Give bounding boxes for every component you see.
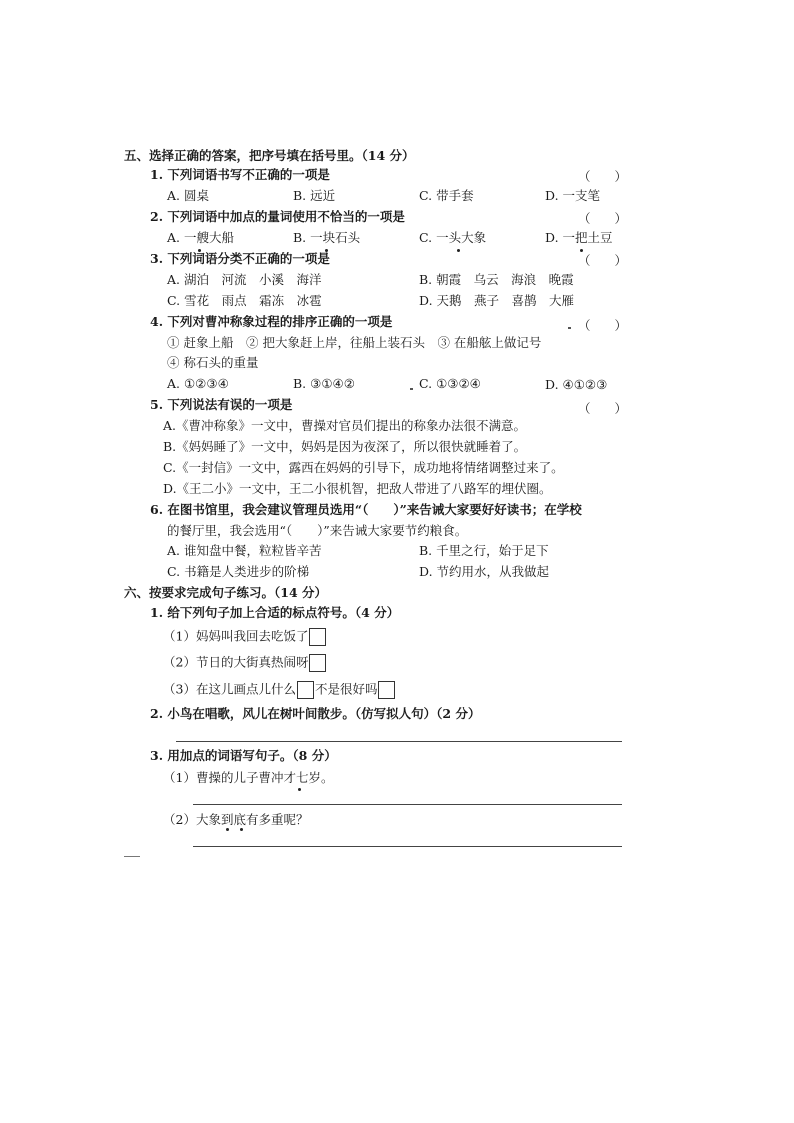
s6-q3-stem: 3. 用加点的词语写句子。（8 分） [150,748,337,763]
scan-speck [410,388,413,390]
s6-q1-sentence3 [163,681,396,699]
q6-stem-line1: 6. 在图书馆里，我会建议管理员选用“（ ）”来告诫大家要好好读书；在学校 [150,502,582,517]
s6-q3-sentence2: （2）大象到底有多重呢？ [163,812,309,827]
q3-option-a: A. 湖泊 河流 小溪 海洋 [167,272,322,287]
q3-answer-blank[interactable]: （ ） [578,253,637,268]
q2-stem: 2. 下列词语中加点的量词使用不恰当的一项是 [150,209,405,224]
q6-stem-line2: 的餐厅里，我会选用“（ ）”来告诫大家要节约粮食。 [167,523,468,538]
q1-stem: 1. 下列词语书写不正确的一项是 [150,167,330,182]
s6-q1-sentence3-text-b: 不是很好吗 [314,681,378,697]
q4-stem: 4. 下列对曹冲称象过程的排序正确的一项是 [150,314,393,329]
q5-option-c: C.《一封信》一文中，露西在妈妈的引导下，成功地将情绪调整过来了。 [163,460,564,475]
section-6-title: 六、按要求完成句子练习。（14 分） [124,585,327,600]
q3-option-b: B. 朝霞 乌云 海浪 晚霞 [419,272,574,287]
q4-option-a: A. ①②③④ [167,376,229,391]
q5-option-a: A.《曹冲称象》一文中，曹操对官员们提出的称象办法很不满意。 [163,418,527,433]
q2-option-c: C. 一头大象 [419,230,487,245]
q6-option-d: D. 节约用水，从我做起 [419,564,550,579]
scan-speck [568,327,571,329]
q3-option-d: D. 天鹅 燕子 喜鹊 大雁 [419,293,575,308]
q4-steps-line1: ① 赶象上船 ② 把大象赶上岸，往船上装石头 ③ 在船舷上做记号 [167,335,542,350]
q3-option-c: C. 雪花 雨点 霜冻 冰雹 [167,293,322,308]
emphasis-dot [298,788,301,791]
punctuation-box[interactable] [309,654,326,672]
s6-q1-sentence3-text-a: （3）在这儿画点儿什么 [163,681,296,697]
emphasis-dot [240,828,243,831]
q2-answer-blank[interactable]: （ ） [578,211,637,226]
q1-option-b: B. 远近 [293,188,336,203]
s6-q1-sentence2 [163,654,327,672]
punctuation-box[interactable] [297,681,314,699]
q4-answer-blank[interactable]: （ ） [578,318,637,333]
q1-answer-blank[interactable]: （ ） [578,169,637,184]
punctuation-box[interactable] [309,628,326,646]
q6-option-c: C. 书籍是人类进步的阶梯 [167,564,310,579]
q1-option-a: A. 圆桌 [167,188,209,203]
section-5-title: 五、选择正确的答案，把序号填在括号里。（14 分） [124,148,415,163]
q5-answer-blank[interactable]: （ ） [578,401,637,416]
s6-q1-sentence1 [163,628,327,646]
q1-option-d: D. 一支笔 [545,188,601,203]
q1-option-c: C. 带手套 [419,188,474,203]
q5-stem: 5. 下列说法有误的一项是 [150,397,293,412]
q6-option-b: B. 千里之行，始于足下 [419,543,549,558]
emphasis-dot [457,249,460,252]
s6-q1-sentence2-text: （2）节日的大街真热闹呀 [163,654,309,670]
punctuation-box[interactable] [378,681,395,699]
scan-mark [124,856,140,857]
s6-q1-sentence1-text: （1）妈妈叫我回去吃饭了 [163,628,309,644]
q2-option-b: B. 一块石头 [293,230,361,245]
q6-option-a: A. 谁知盘中餐，粒粒皆辛苦 [167,543,322,558]
s6-q3-sentence1: （1）曹操的儿子曹冲才七岁。 [163,770,334,785]
s6-q2-stem: 2. 小鸟在唱歌，风儿在树叶间散步。（仿写拟人句）（2 分） [150,706,481,721]
q2-option-a: A. 一艘大船 [167,230,234,245]
emphasis-dot [226,828,229,831]
q2-option-d: D. 一把土豆 [545,230,613,245]
q4-option-c: C. ①③②④ [419,376,481,391]
q4-option-d: D. ④①②③ [545,377,608,392]
q4-steps-line2: ④ 称石头的重量 [167,355,259,370]
q3-stem: 3. 下列词语分类不正确的一项是 [150,251,330,266]
q4-option-b: B. ③①④② [293,376,355,391]
q5-option-b: B.《妈妈睡了》一文中，妈妈是因为夜深了，所以很快就睡着了。 [163,439,527,454]
answer-line[interactable] [193,846,622,847]
answer-line[interactable] [176,741,622,742]
q5-option-d: D.《王二小》一文中，王二小很机智，把敌人带进了八路军的埋伏圈。 [163,481,552,496]
s6-q1-stem: 1. 给下列句子加上合适的标点符号。（4 分） [150,605,400,620]
answer-line[interactable] [193,804,622,805]
